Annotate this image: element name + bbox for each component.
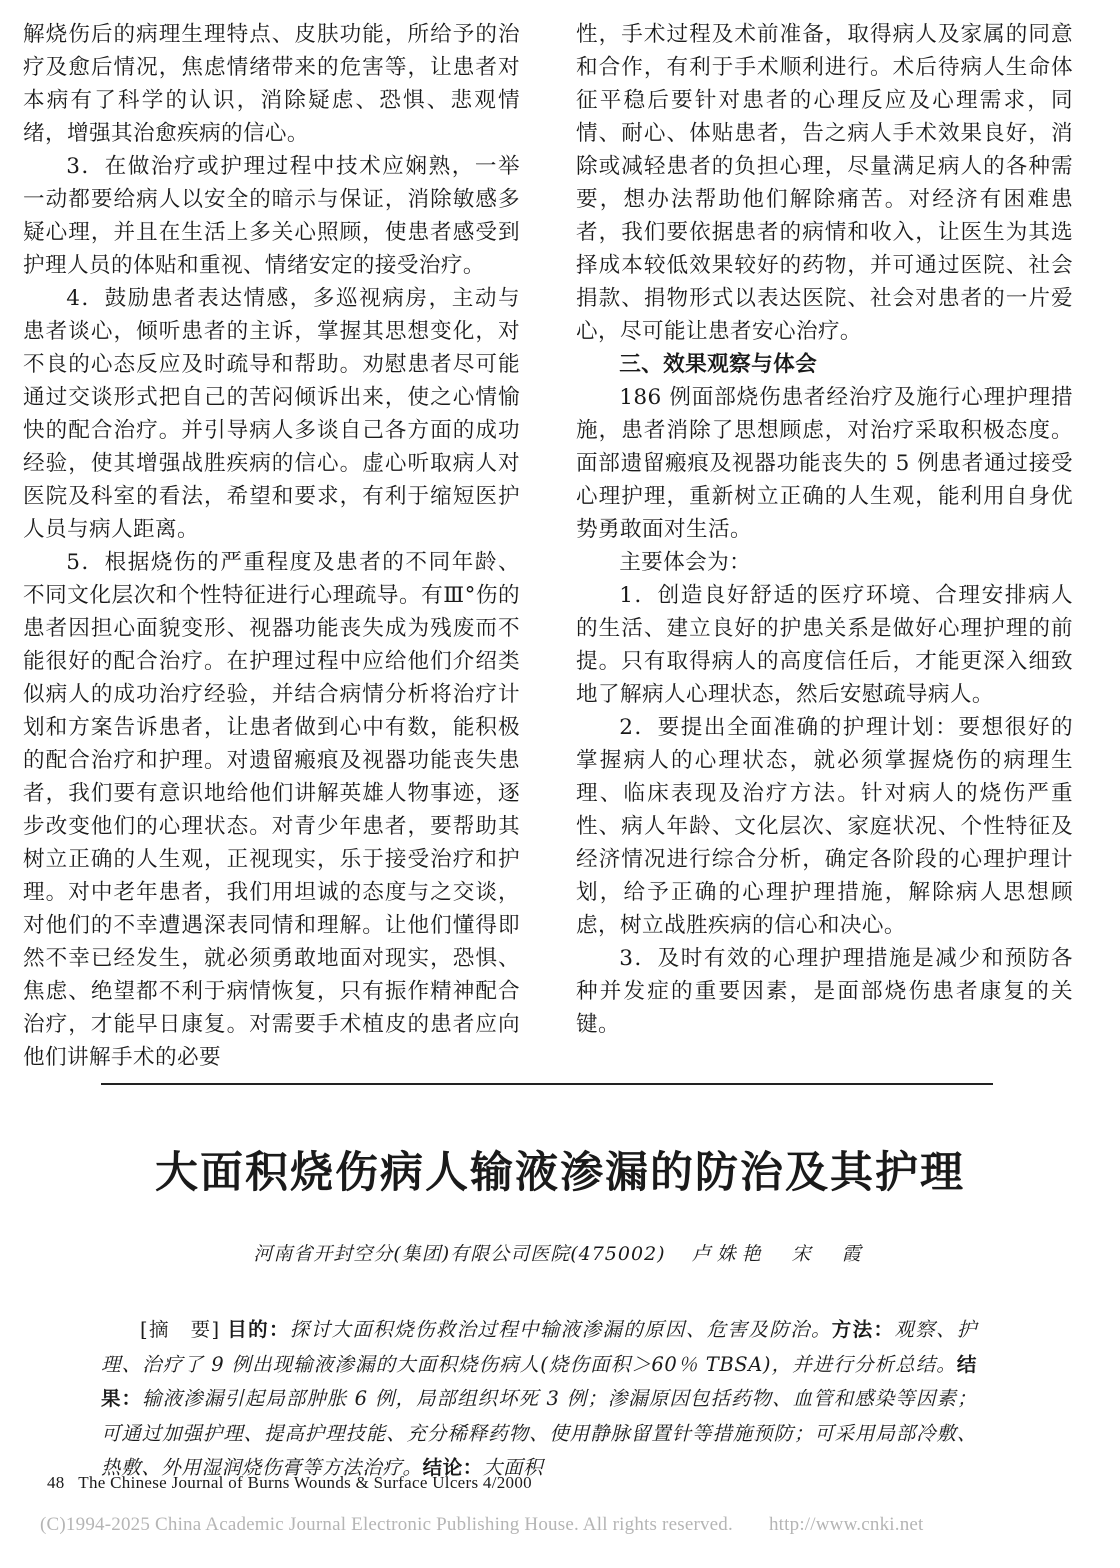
left-column — [23, 18, 520, 1074]
page-number: 48 — [47, 1473, 65, 1492]
right-paragraph-item-2: 2．要提出全面准确的护理计划：要想很好的掌握病人的心理状态，就必须掌握烧伤的病理生理、临床表现及治疗方法。针对病人的烧伤严重性、病人年龄、文化层次、家庭状况、个性特征及经济情况进行综合分析，确定各阶段的心理护理计划，给予正确的心理护理措施，解除病人思想顾虑，树立战胜疾病的信心和决心。 — [576, 715, 1073, 938]
section-heading: 三、效果观察与体会 — [619, 352, 818, 377]
right-paragraph-item-1: 1．创造良好舒适的医疗环境、合理安排病人的生活、建立良好的护患关系是做好心理护理的前提。只有取得病人的高度信任后，才能更深入细致地了解病人心理状态，然后安慰疏导病人。 — [576, 583, 1073, 707]
methods-text: 观察、护理、治疗了 9 例出现输液渗漏的大面积烧伤病人(烧伤面积＞60％ TBSA)，并进行分析总结。 — [101, 1318, 977, 1376]
abstract — [101, 1313, 977, 1486]
affiliation: 河南省开封空分(集团)有限公司医院(475002) — [253, 1243, 666, 1265]
methods-label: 方法： — [831, 1318, 895, 1341]
right-paragraph-intro: 主要体会为： — [619, 550, 752, 575]
journal-citation: The Chinese Journal of Burns Wounds & Surface Ulcers 4/2000 — [78, 1473, 532, 1492]
copyright-text: (C)1994-2025 China Academic Journal Electronic Publishing House. All rights reserved. — [40, 1514, 733, 1535]
left-paragraph-continuation: 解烧伤后的病理生理特点、皮肤功能，所给予的治疗及愈后情况，焦虑情绪带来的危害等，让患者对本病有了科学的认识，消除疑虑、恐惧、悲观情绪，增强其治愈疾病的信心。 — [23, 22, 520, 146]
results-label: 结果： — [101, 1352, 977, 1410]
left-paragraph-item-4: 4．鼓励患者表达情感，多巡视病房，主动与患者谈心，倾听患者的主诉，掌握其思想变化，对不良的心态反应及时疏导和帮助。劝慰患者尽可能通过交谈形式把自己的苦闷倾诉出来，使之心情愉快的配合治疗。并引导病人多谈自己各方面的成功经验，使其增强战胜疾病的信心。虚心听取病人对医院及科室的看法，希望和要求，有利于缩短医护人员与病人距离。 — [23, 286, 520, 542]
left-paragraph-item-5: 5．根据烧伤的严重程度及患者的不同年龄、不同文化层次和个性特征进行心理疏导。有Ⅲ°伤的患者因担心面貌变形、视器功能丧失成为残废而不能很好的配合治疗。在护理过程中应给他们介绍类似病人的成功治疗经验，并结合病情分析将治疗计划和方案告诉患者，让患者做到心中有数，能积极的配合治疗和护理。对遗留瘢痕及视器功能丧失患者，我们要有意识地给他们讲解英雄人物事迹，逐步改变他们的心理状态。对青少年患者，要帮助其树立正确的人生观，正视现实，乐于接受治疗和护理。对中老年患者，我们用坦诚的态度与之交谈，对他们的不幸遭遇深表同情和理解。让他们懂得即然不幸已经发生，就必须勇敢地面对现实，恐惧、焦虑、绝望都不利于病情恢复，只有振作精神配合治疗，才能早日康复。对需要手术植皮的患者应向他们讲解手术的必要 — [23, 550, 520, 1070]
copyright-watermark — [40, 1514, 1090, 1536]
right-column — [576, 18, 1073, 1041]
article-title: 大面积烧伤病人输液渗漏的防治及其护理 — [155, 1148, 965, 1198]
section-divider — [101, 1083, 993, 1085]
objective-text: 探讨大面积烧伤救治过程中输液渗漏的原因、危害及防治。 — [289, 1318, 832, 1341]
cnki-url: http://www.cnki.net — [768, 1514, 924, 1535]
right-paragraph-continuation: 性，手术过程及术前准备，取得病人及家属的同意和合作，有利于手术顺利进行。术后待病人生命体征平稳后要针对患者的心理反应及心理需求，同情、耐心、体贴患者，告之病人手术效果良好，消除或减轻患者的负担心理，尽量满足病人的各种需要，想办法帮助他们解除痛苦。对经济有困难患者，我们要依据患者的病情和收入，让医生为其选择成本较低效果较好的药物，并可通过医院、社会捐款、捐物形式以表达医院、社会对患者的一片爱心，尽可能让患者安心治疗。 — [576, 22, 1073, 344]
authors: 卢姝艳 宋 霞 — [691, 1243, 867, 1265]
abstract-label: [摘 要] — [140, 1318, 220, 1341]
left-paragraph-item-3: 3．在做治疗或护理过程中技术应娴熟，一举一动都要给病人以安全的暗示与保证，消除敏感多疑心理，并且在生活上多关心照顾，使患者感受到护理人员的体贴和重视、情绪安定的接受治疗。 — [23, 154, 520, 278]
page-footer — [47, 1473, 532, 1493]
conclusion-label: 结论： — [422, 1456, 483, 1479]
objective-label: 目的： — [227, 1318, 290, 1341]
right-paragraph-item-3: 3．及时有效的心理护理措施是减少和预防各种并发症的重要因素，是面部烧伤患者康复的关键。 — [576, 946, 1073, 1037]
right-paragraph-results: 186 例面部烧伤患者经治疗及施行心理护理措施，患者消除了思想顾虑，对治疗采取积极态度。面部遗留瘢痕及视器功能丧失的 5 例患者通过接受心理护理，重新树立正确的人生观，能利用自身优势勇敢面对生活。 — [576, 385, 1073, 542]
conclusion-text: 大面积 — [482, 1456, 544, 1479]
byline — [0, 1240, 1120, 1268]
results-text: 输液渗漏引起局部肿胀 6 例，局部组织坏死 3 例；渗漏原因包括药物、血管和感染等因素；可通过加强护理、提高护理技能、充分稀释药物、使用静脉留置针等措施预防；可采用局部冷敷、热敷、外用湿润烧伤膏等方法治疗。 — [101, 1387, 977, 1479]
